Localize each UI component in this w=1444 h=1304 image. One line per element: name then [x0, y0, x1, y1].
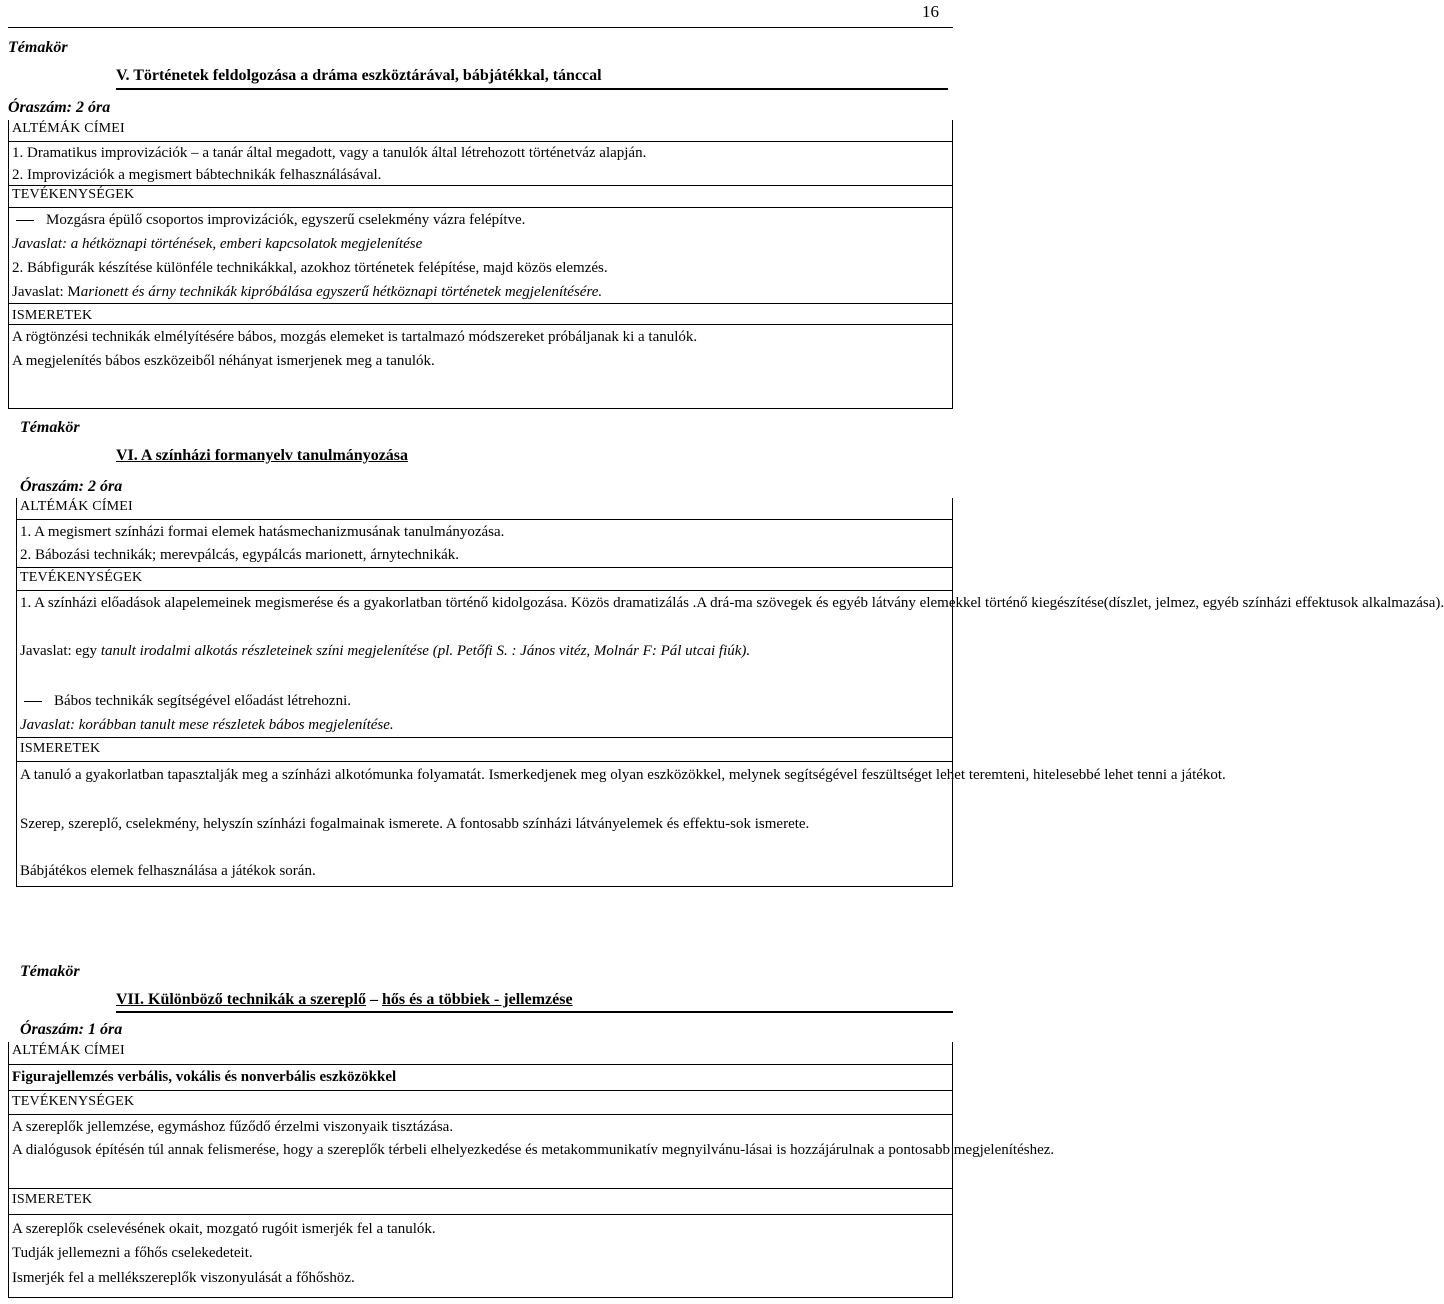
- ism-item: Bábjátékos elemek felhasználása a játékok során.: [20, 863, 316, 879]
- topic-box: [8, 120, 953, 409]
- altema-item: 1. Dramatikus improvizációk – a tanár által megadott, vagy a tanulók által létrehozott történetváz alapján.: [12, 145, 647, 161]
- ism-item: A megjelenítés bábos eszközeiből néhányat ismerjenek meg a tanulók.: [12, 353, 435, 369]
- ism-item: Tudják jellemezni a főhős cselekedeteit.: [12, 1245, 253, 1261]
- javaslat-lead: Javaslat: M: [12, 284, 81, 300]
- tevekenysegek-heading: TEVÉKENYSÉGEK: [9, 185, 952, 208]
- javaslat: Javaslat: a hétköznapi történések, emberi kapcsolatok megjelenítése: [12, 236, 423, 252]
- javaslat: [17, 640, 952, 690]
- altema-item: 2. Bábozási technikák; merevpálcás, egypálcás marionett, árnytechnikák.: [20, 547, 459, 563]
- tev-item: 2. Bábfigurák készítése különféle technikákkal, azokhoz történetek felépítése, majd közös elemzés.: [12, 260, 608, 276]
- altemak-heading: ALTÉMÁK CÍMEI: [9, 120, 952, 142]
- temakor-label: Témakör: [20, 963, 80, 980]
- topic-title: [116, 990, 953, 1013]
- topic-box: [16, 498, 1444, 887]
- topic-title: [116, 66, 948, 90]
- tev-item: [17, 690, 952, 714]
- dash-bullet: [24, 701, 42, 702]
- ismeretek-heading: ISMERETEK: [9, 1188, 952, 1215]
- tev-item: 1. A színházi előadások alapelemeinek megismerése és a gyakorlatban történő kidolgozása. Közös dramatizálás .A drá-ma szövegek és egyéb látvány elemekkel történő kiegészítése(díszlet, jelmez, egyéb színházi effektusok alkalmazása).: [20, 595, 1444, 611]
- temakor-label: Témakör: [8, 39, 68, 56]
- tevekenysegek-heading: TEVÉKENYSÉGEK: [9, 1091, 952, 1115]
- altemak-heading: ALTÉMÁK CÍMEI: [9, 1042, 952, 1065]
- topic-title-text: V. Történetek feldolgozása a dráma eszköztárával, bábjátékkal, tánccal: [116, 67, 602, 84]
- ism-item: A rögtönzési technikák elmélyítésére bábos, mozgás elemeket is tartalmazó módszereket próbáljanak ki a tanulók.: [12, 329, 698, 345]
- ismeretek-heading: ISMERETEK: [17, 737, 952, 762]
- altema-item: 2. Improvizációk a megismert bábtechnikák felhasználásával.: [12, 167, 382, 183]
- javaslat-text: arionett és árny technikák kipróbálása egyszerű hétköznapi történetek megjelenítésére.: [80, 284, 603, 300]
- tev-item: A szereplők jellemzése, egymáshoz fűződő érzelmi viszonyaik tisztázása.: [12, 1119, 454, 1135]
- ism-item: Ismerjék fel a mellékszereplők viszonyulását a főhőshöz.: [12, 1270, 355, 1286]
- tev-item-text: Bábos technikák segítségével előadást létrehozni.: [54, 693, 351, 709]
- tev-item-text: Mozgásra épülő csoportos improvizációk, egyszerű cselekmény vázra felépítve.: [46, 212, 526, 228]
- oraszam: Óraszám: 1 óra: [20, 1021, 123, 1038]
- page-number: 16: [922, 2, 939, 21]
- ism-item: Szerep, szereplő, cselekmény, helyszín színházi fogalmainak ismerete. A fontosabb színházi látványelemek és effektu-sok ismerete.: [20, 816, 810, 832]
- altema-text: Figurajellemzés verbális, vokális és nonverbális eszközökkel: [12, 1069, 397, 1085]
- javaslat: [9, 281, 952, 303]
- tev-item: A dialógusok építésén túl annak felismerése, hogy a szereplők térbeli elhelyezkedése és metakommunikatív megnyilvánu-lásai is hozzájárulnak a pontosabb megjelenítéshez.: [12, 1142, 1055, 1158]
- dash-bullet: [16, 220, 34, 221]
- header-rule: [8, 27, 953, 28]
- topic-title-dash: –: [365, 991, 382, 1008]
- ismeretek-heading: ISMERETEK: [9, 303, 952, 325]
- tevekenysegek-heading: TEVÉKENYSÉGEK: [17, 567, 952, 591]
- topic-box: [8, 1042, 1055, 1298]
- topic-title: [116, 446, 408, 465]
- altema-item: 1. A megismert színházi formai elemek hatásmechanizmusának tanulmányozása.: [20, 524, 505, 540]
- topic-title-text: hős és a többiek - jellemzése: [381, 991, 573, 1008]
- topic-title-text: VI. A színházi formanyelv tanulmányozása: [116, 447, 409, 464]
- ism-item: A tanuló a gyakorlatban tapasztalják meg a színházi alkotómunka folyamatát. Ismerkedjenek meg olyan eszközökkel, melynek segítségével feszültséget lehet teremteni, hitelesebbé lehet tenni a játékot.: [20, 767, 1226, 783]
- javaslat-text: tanult irodalmi alkotás részleteinek színi megjelenítése (pl. Petőfi S. : János vitéz, Molnár F: Pál utcai fiúk).: [97, 643, 751, 659]
- oraszam: Óraszám: 2 óra: [20, 478, 123, 495]
- tev-item: [9, 208, 952, 233]
- altemak-heading: ALTÉMÁK CÍMEI: [17, 498, 952, 520]
- temakor-label: Témakör: [20, 419, 80, 436]
- oraszam: Óraszám: 2 óra: [8, 99, 111, 116]
- topic-title-text: VII. Különböző technikák a szereplő: [116, 991, 366, 1008]
- javaslat: Javaslat: korábban tanult mese részletek bábos megjelenítése.: [20, 717, 394, 733]
- javaslat-lead: Javaslat: egy: [20, 643, 98, 659]
- altema-item: [9, 1065, 952, 1091]
- ism-item: A szereplők cselevésének okait, mozgató rugóit ismerjék fel a tanulók.: [12, 1221, 436, 1237]
